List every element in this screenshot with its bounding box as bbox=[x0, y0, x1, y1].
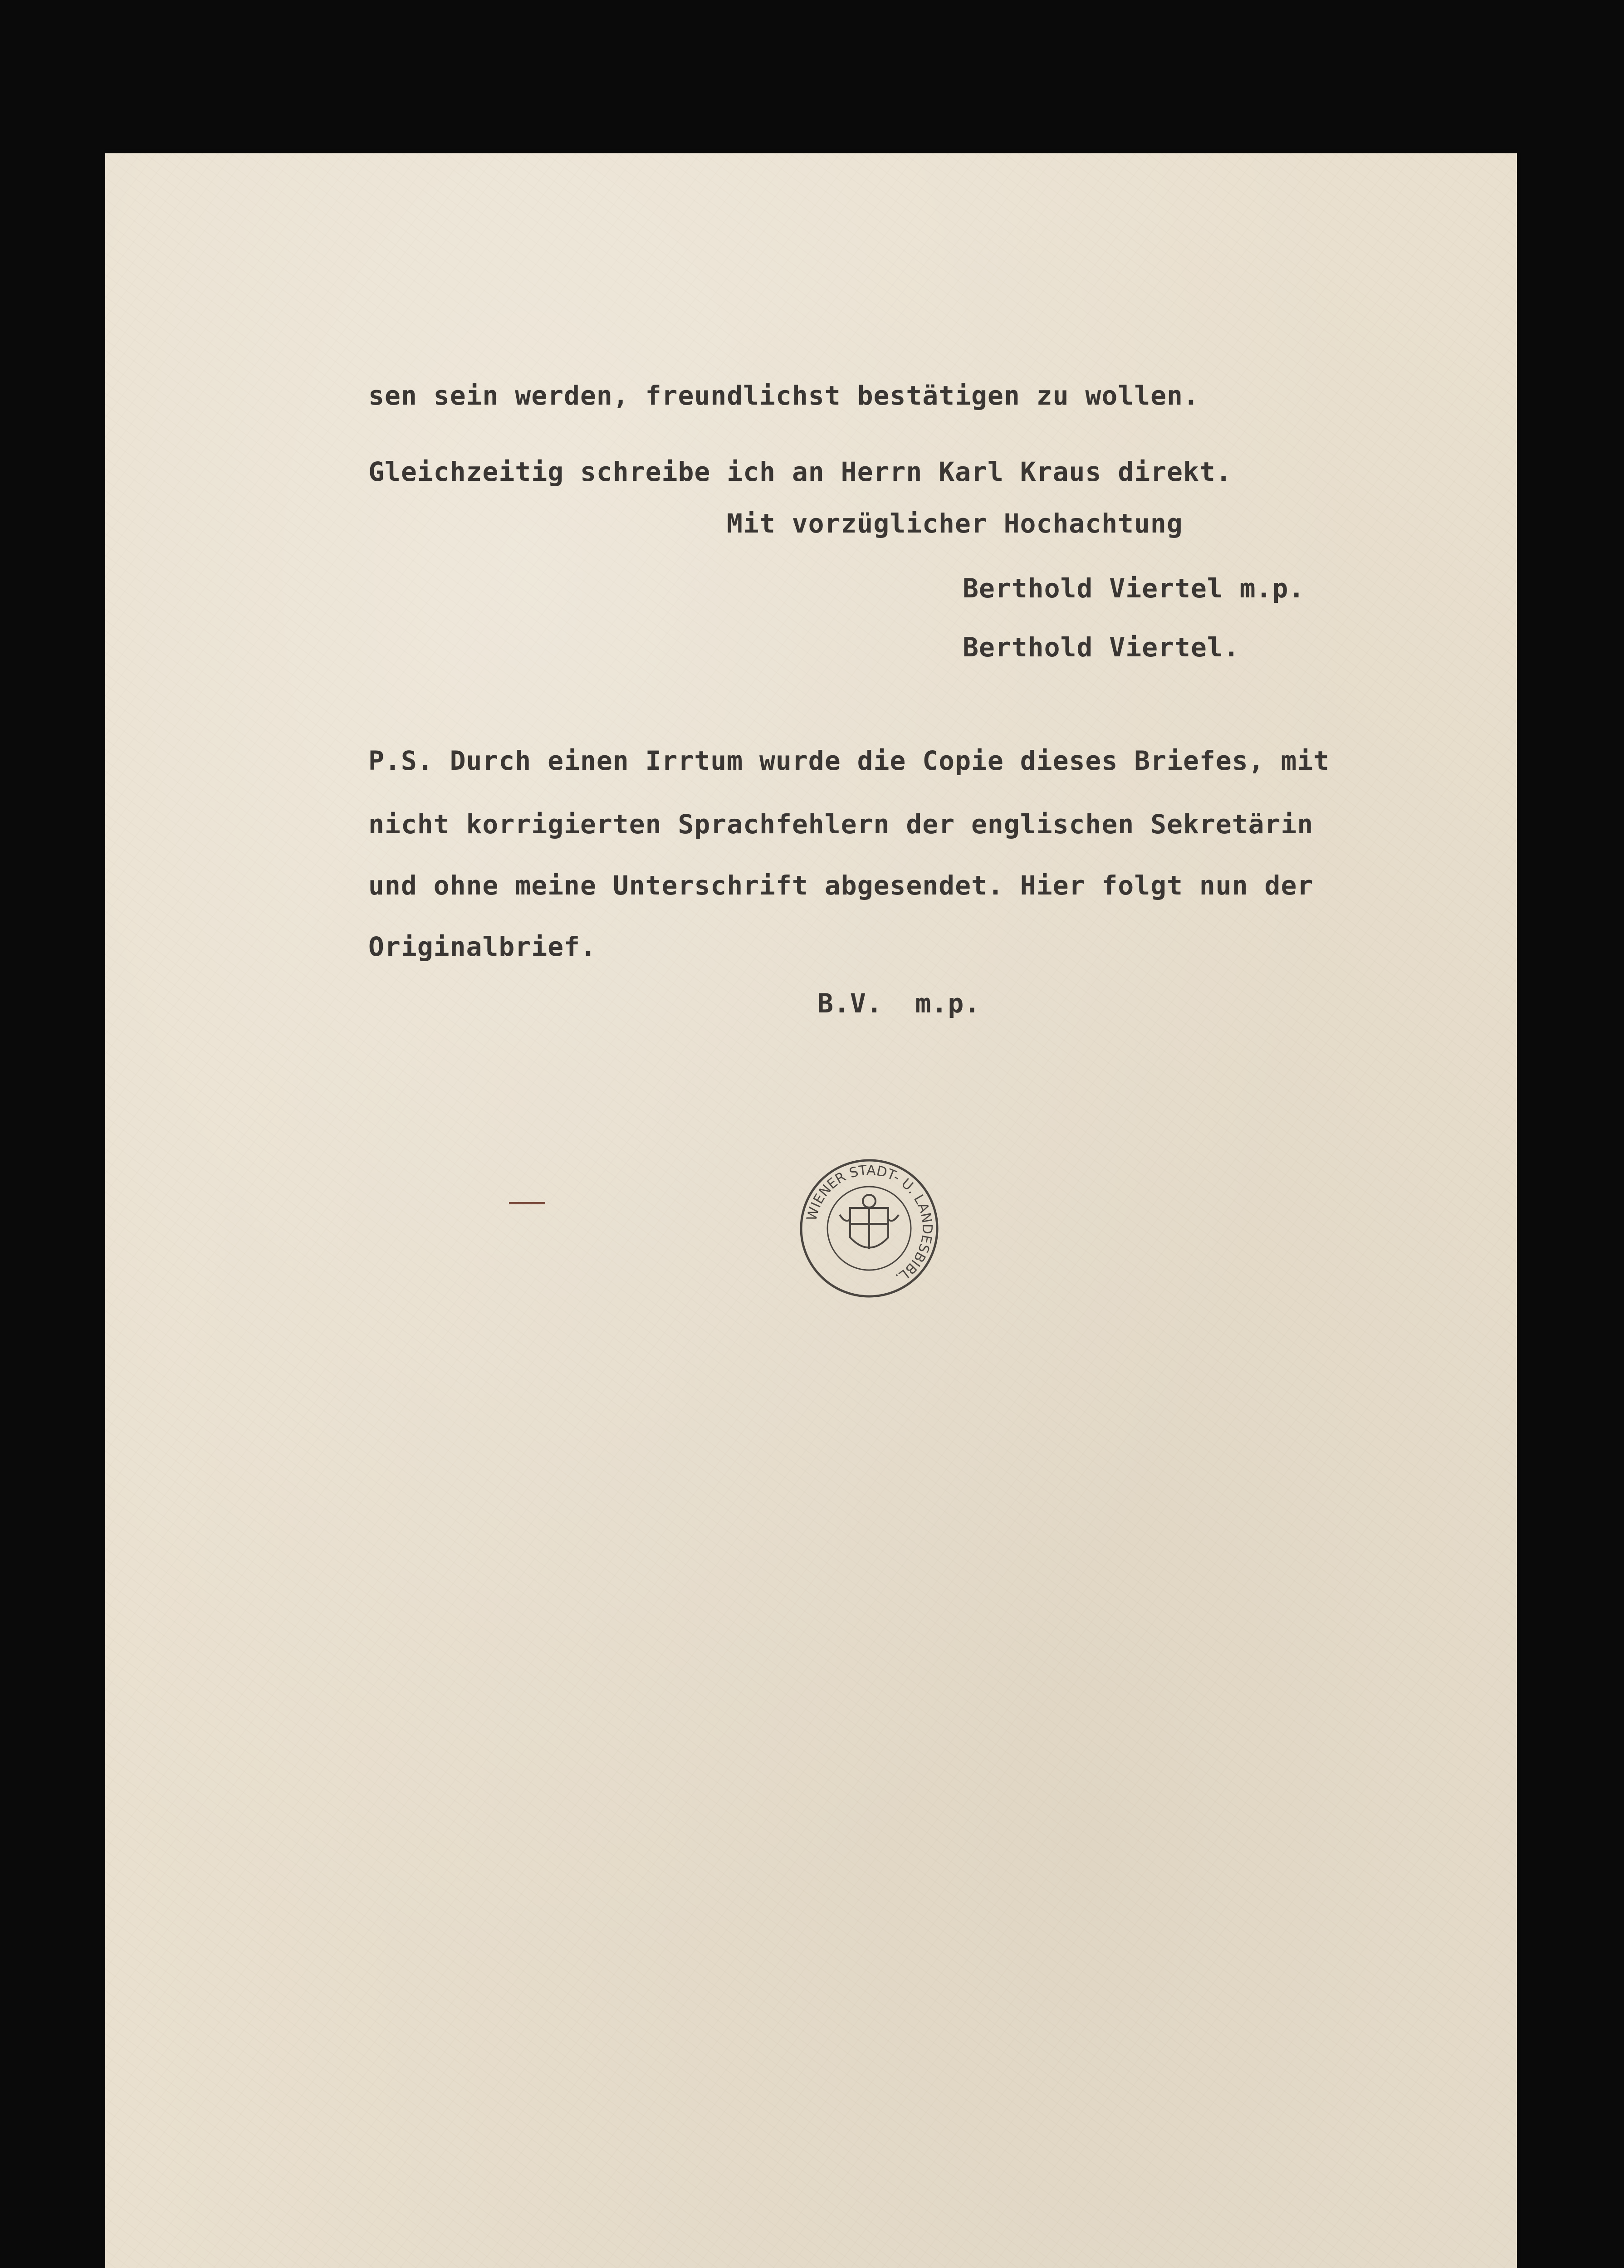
library-stamp bbox=[797, 1156, 942, 1301]
ink-mark bbox=[509, 1202, 545, 1204]
coat-of-arms-icon bbox=[840, 1195, 899, 1249]
stamp-ring-text: WIENER STADT- U. LANDESBIBL. bbox=[803, 1162, 935, 1286]
closing-line-2: Gleichzeitig schreibe ich an Herrn Karl Kraus direkt. bbox=[368, 456, 1232, 487]
ps-initials: B.V. m.p. bbox=[817, 988, 981, 1019]
closing-line-1: sen sein werden, freundlichst bestätigen zu wollen. bbox=[368, 380, 1199, 411]
ps-line-4: Originalbrief. bbox=[368, 931, 597, 962]
ps-line-2: nicht korrigierten Sprachfehlern der englischen Sekretärin bbox=[368, 809, 1314, 840]
signature-mp: Berthold Viertel m.p. bbox=[963, 573, 1305, 604]
ps-line-3: und ohne meine Unterschrift abgesendet. Hier folgt nun der bbox=[368, 870, 1314, 901]
signature-typed: Berthold Viertel. bbox=[963, 632, 1240, 663]
salutation: Mit vorzüglicher Hochachtung bbox=[727, 508, 1183, 539]
ps-line-1: P.S. Durch einen Irrtum wurde die Copie dieses Briefes, mit bbox=[368, 745, 1330, 776]
